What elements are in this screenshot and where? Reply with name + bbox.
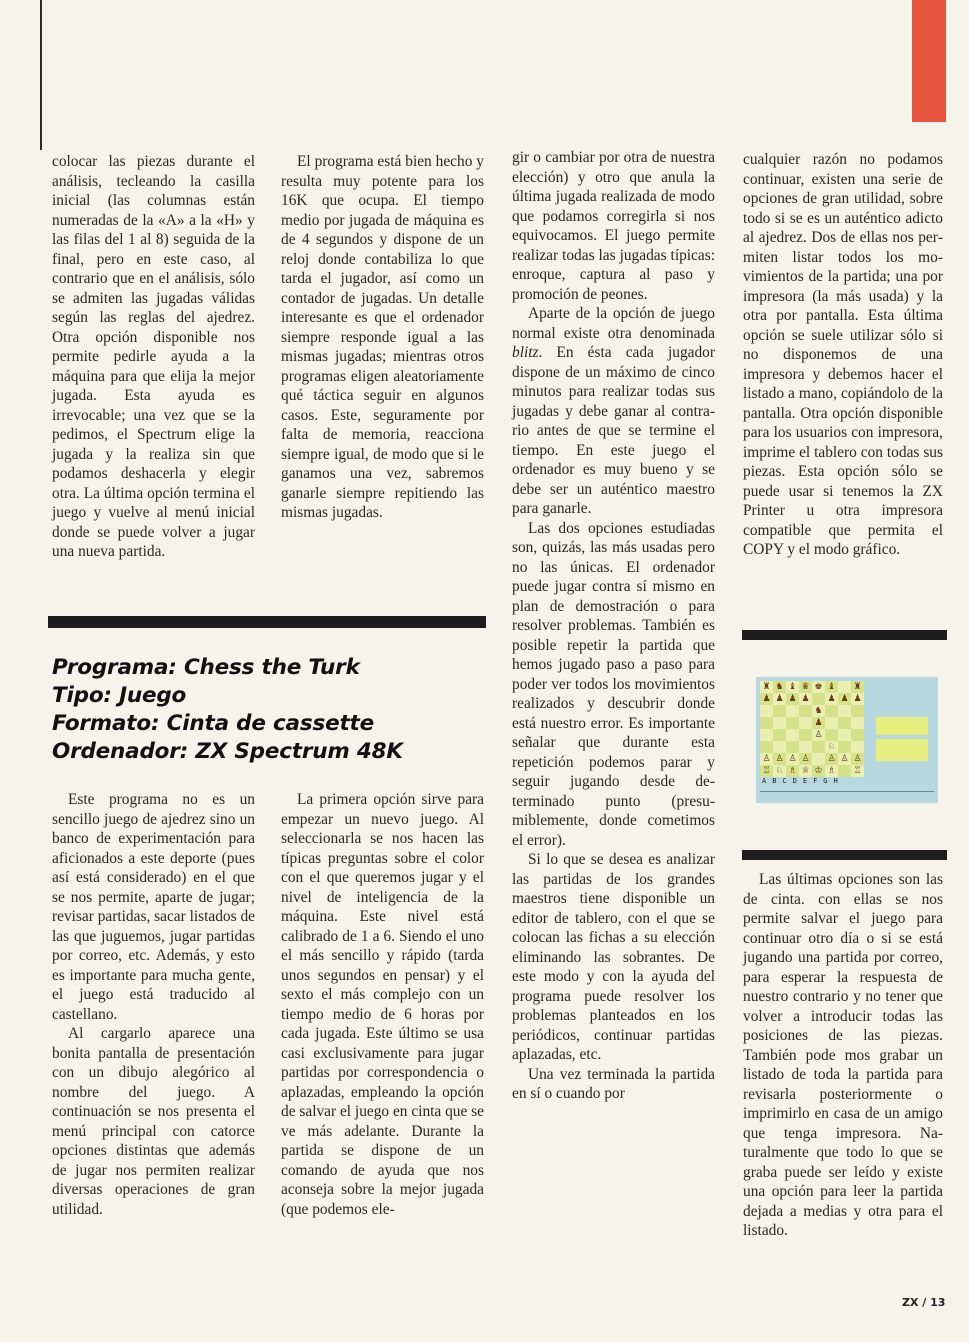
- board-square: [838, 681, 851, 693]
- board-square: ♞: [773, 681, 786, 693]
- paragraph: El programa está bien hecho y resulta muy potente para los 16K que ocupa. El tiempo medio por jugada de máquina es de 4 segundos y dispone de un reloj donde contabiliza lo que tarda el jugador, así como un contador de jugadas. Un detalle interesante es que el ordenador siempre responde igual a las mismas jugadas; mientras otros programas eligen aleatoriamente qué táctica seguir en algunos casos. Este, seguramente por falta de memoria, reacciona siempre igual, de modo que si le ganamos una vez, sabremos ganarle siempre repitiendo las mismas jugadas.: [281, 153, 484, 521]
- heading-type: Tipo: Juego: [52, 683, 187, 708]
- paragraph: Las dos opciones estudiadas son, quizás, las más usadas pero no las únicas. El ordenador puede jugar contra sí mismo en plan de demostración o para resolver problemas. También es posible repetir la partida que hemos jugado paso a paso para poder ver todos los movimientos realizados y descubrir donde está nuestro error. Es importante señalar que durante esta repetición podemos parar y seguir jugando desde determinado punto (presumiblemente, donde cometimos el error).: [512, 519, 715, 849]
- board-square: [838, 765, 851, 777]
- board-square: [799, 741, 812, 753]
- paragraph: [512, 304, 715, 519]
- program-info-heading: [52, 654, 492, 766]
- margin-rule: [40, 0, 42, 150]
- game-screenshot: [756, 677, 938, 803]
- paragraph: cualquier razón no podamos continuar, existen una serie de opciones de gran utilidad, sobre todo si se es un auténtico adicto al ajedrez. Dos de ellas nos permiten listar todos los movimientos de la partida; una por impresora (la más usada) y la otra por pantalla. Esta última opción se suele utilizar sólo si no disponemos de una impresora y debemos hacer el listado a mano, copiándolo de la pantalla. Otra opción disponible para los usuarios con impresora, imprime el tablero con todas sus piezas. Esta opción sólo se puede usar si tenemos la ZX Printer u otra impresora compatible que permita el COPY y el modo gráfico.: [743, 151, 943, 558]
- heading-program: Programa: Chess the Turk: [52, 655, 360, 680]
- board-square: ♔: [812, 765, 825, 777]
- column-4: [743, 150, 943, 560]
- board-square: [825, 705, 838, 717]
- paragraph: Las últimas opciones son las de cinta. con ellas se nos permite salvar el juego para continuar otro día o si se está jugando una partida por correo, para esperar la respuesta de nuestro contrario y no tener que volver a introducir todas las posiciones de las piezas. También pode mos grabar un listado de toda la partida para revisarla posteriormente o imprimirlo en casa de un amigo que tenga impresora. Naturalmente que todo lo que se graba puede ser leído y existe una opción para leer la partida dejada a medias y otra para el listado.: [743, 871, 943, 1239]
- screen-menu-line: [760, 791, 934, 798]
- column-4-divider-top: [742, 630, 947, 640]
- chess-board: [760, 681, 864, 777]
- board-square: ♙: [786, 753, 799, 765]
- board-square: [851, 717, 864, 729]
- board-square: [786, 717, 799, 729]
- board-square: [838, 717, 851, 729]
- board-square: ♜: [760, 681, 773, 693]
- board-square: ♙: [812, 729, 825, 741]
- board-square: ♙: [773, 753, 786, 765]
- bottom-column-2: [281, 790, 484, 1219]
- board-square: [838, 729, 851, 741]
- board-square: [760, 729, 773, 741]
- heading-format: Formato: Cinta de cassette: [52, 711, 374, 736]
- paragraph: Una vez terminada la partida en sí o cuando por: [512, 1065, 715, 1102]
- board-square: [812, 753, 825, 765]
- board-square: [786, 729, 799, 741]
- column-4-lower: [743, 870, 943, 1241]
- board-square: ♙: [760, 753, 773, 765]
- board-square: [851, 729, 864, 741]
- board-square: ♟: [851, 693, 864, 705]
- board-square: [838, 705, 851, 717]
- board-square: [773, 741, 786, 753]
- board-square: [760, 717, 773, 729]
- board-square: ♟: [760, 693, 773, 705]
- board-square: [799, 705, 812, 717]
- page-folio: ZX / 13: [902, 1296, 946, 1309]
- board-square: [773, 705, 786, 717]
- paragraph: Si lo que se desea es analizar las partidas de los grandes maestros tiene disponible un editor de tablero, con el que se colocan las fichas a su elección eliminando las sobrantes. De este modo y con la ayuda del programa puede resolver los problemas planteados en los periódicos, continuar partidas aplazadas, etc.: [512, 851, 715, 1063]
- board-square: [760, 741, 773, 753]
- board-square: ♕: [799, 765, 812, 777]
- board-square: ♖: [851, 765, 864, 777]
- board-square: ♟: [786, 693, 799, 705]
- board-square: [851, 741, 864, 753]
- screen-moves-panel: [876, 739, 928, 761]
- board-square: [799, 729, 812, 741]
- board-square: [799, 717, 812, 729]
- board-square: [760, 705, 773, 717]
- section-color-tab: [912, 0, 946, 122]
- paragraph: Al cargarlo aparece una bonita pantalla de presentación con un dibujo alegórico al nombre del juego. A continuación se nos presenta el menú principal con catorce opciones distintas que además de jugar nos permiten realizar diversas operaciones de gran utilidad.: [52, 1025, 255, 1218]
- board-square: ♟: [838, 693, 851, 705]
- bottom-column-1: [52, 790, 255, 1219]
- board-square: ♖: [760, 765, 773, 777]
- board-square: ♟: [825, 693, 838, 705]
- board-square: ♙: [825, 753, 838, 765]
- board-square: ♝: [825, 681, 838, 693]
- screen-clock-panel: [876, 717, 928, 735]
- paragraph: colocar las piezas durante el análisis, tecleando la casilla inicial (las columnas están numeradas de la «A» a la «H» y las filas del 1 al 8) seguida de la final, pero en este caso, al contrario que en el análisis, sólo se admiten las jugadas válidas según las reglas del ajedrez. Otra opción disponible nos permite pedirle ayuda a la máquina para que elija la mejor jugada. Esta ayuda es irrevocable; una vez que se la pedimos, el Spectrum elige la jugada y la realiza sin que podamos deshacerla y elegir otra. La última opción termina el juego y vuelve al menú inicial donde se puede volver a jugar una nueva partida.: [52, 153, 255, 560]
- board-square: ♚: [812, 681, 825, 693]
- board-square: ♗: [825, 765, 838, 777]
- heading-computer: Ordenador: ZX Spectrum 48K: [52, 739, 403, 764]
- board-square: [838, 741, 851, 753]
- board-square: ♗: [786, 765, 799, 777]
- board-square: ♝: [786, 681, 799, 693]
- board-square: [773, 717, 786, 729]
- paragraph: Este programa no es un sencillo juego de ajedrez sino un banco de experimentación para aficionados a este deporte (pues así está considerado) en el que se nos permite, aparte de jugar; revisar partidas, sacar listados de las que juguemos, jugar partidas por correo, etc. Además, y esto es importante para mucha gente, el juego está traducido al castellano.: [52, 791, 255, 1023]
- screen-info-panel: [876, 685, 932, 713]
- board-square: [851, 705, 864, 717]
- board-file-labels: ABCDEFGH: [762, 777, 844, 785]
- board-square: [812, 693, 825, 705]
- emphasis: blitz: [512, 344, 539, 361]
- column-3: [512, 148, 715, 1104]
- board-square: ♟: [812, 717, 825, 729]
- top-column-1: [52, 152, 255, 562]
- board-square: ♟: [773, 693, 786, 705]
- board-square: ♙: [851, 753, 864, 765]
- board-square: ♟: [799, 693, 812, 705]
- board-square: ♘: [773, 765, 786, 777]
- board-square: ♙: [838, 753, 851, 765]
- section-divider: [48, 616, 486, 628]
- top-column-2: [281, 152, 484, 523]
- board-square: ♞: [812, 705, 825, 717]
- board-square: [786, 705, 799, 717]
- text-run: . En ésta cada jugador dispone de un máximo de cinco minutos para realizar todas sus jugadas y debe ganar al contrario antes de que se termine el tiempo. En este juego el ordenador es muy bueno y se debe ser un auténtico maestro para ganarle.: [512, 344, 715, 517]
- column-4-divider-bottom: [742, 850, 947, 860]
- board-square: ♘: [825, 741, 838, 753]
- paragraph: La primera opción sirve para empezar un nuevo juego. Al seleccionarla se nos hacen las típicas preguntas sobre el color con el que queremos jugar y el nivel de inteligencia de la máquina. Este nivel está calibrado de 1 a 6. Siendo el uno el más sencillo y rápido (tarda unos segundos en pensar) y el sexto el más complejo con un tiempo medio de 6 horas por cada jugada. Este último se usa casi exclusivamente para jugar partidas por correspondencia o aplazadas, empleando la opción de salvar el juego en cinta que se ve más adelante. Durante la partida se dispone de un comando de ayuda que nos aconseja sobre la mejor jugada (que podemos ele-: [281, 791, 484, 1218]
- board-square: ♜: [851, 681, 864, 693]
- board-square: ♙: [799, 753, 812, 765]
- board-square: [825, 729, 838, 741]
- board-square: [812, 741, 825, 753]
- paragraph: gir o cambiar por otra de nuestra elección) y otro que anula la última jugada realizada de modo que podamos corregirla si nos equivocamos. El juego permite realizar todas las jugadas típicas: enroque, captura al paso y promoción de peones.: [512, 149, 715, 303]
- board-square: [825, 717, 838, 729]
- board-square: ♛: [799, 681, 812, 693]
- board-square: [786, 741, 799, 753]
- text-run: Aparte de la opción de juego normal existe otra denominada: [512, 305, 715, 342]
- board-square: [773, 729, 786, 741]
